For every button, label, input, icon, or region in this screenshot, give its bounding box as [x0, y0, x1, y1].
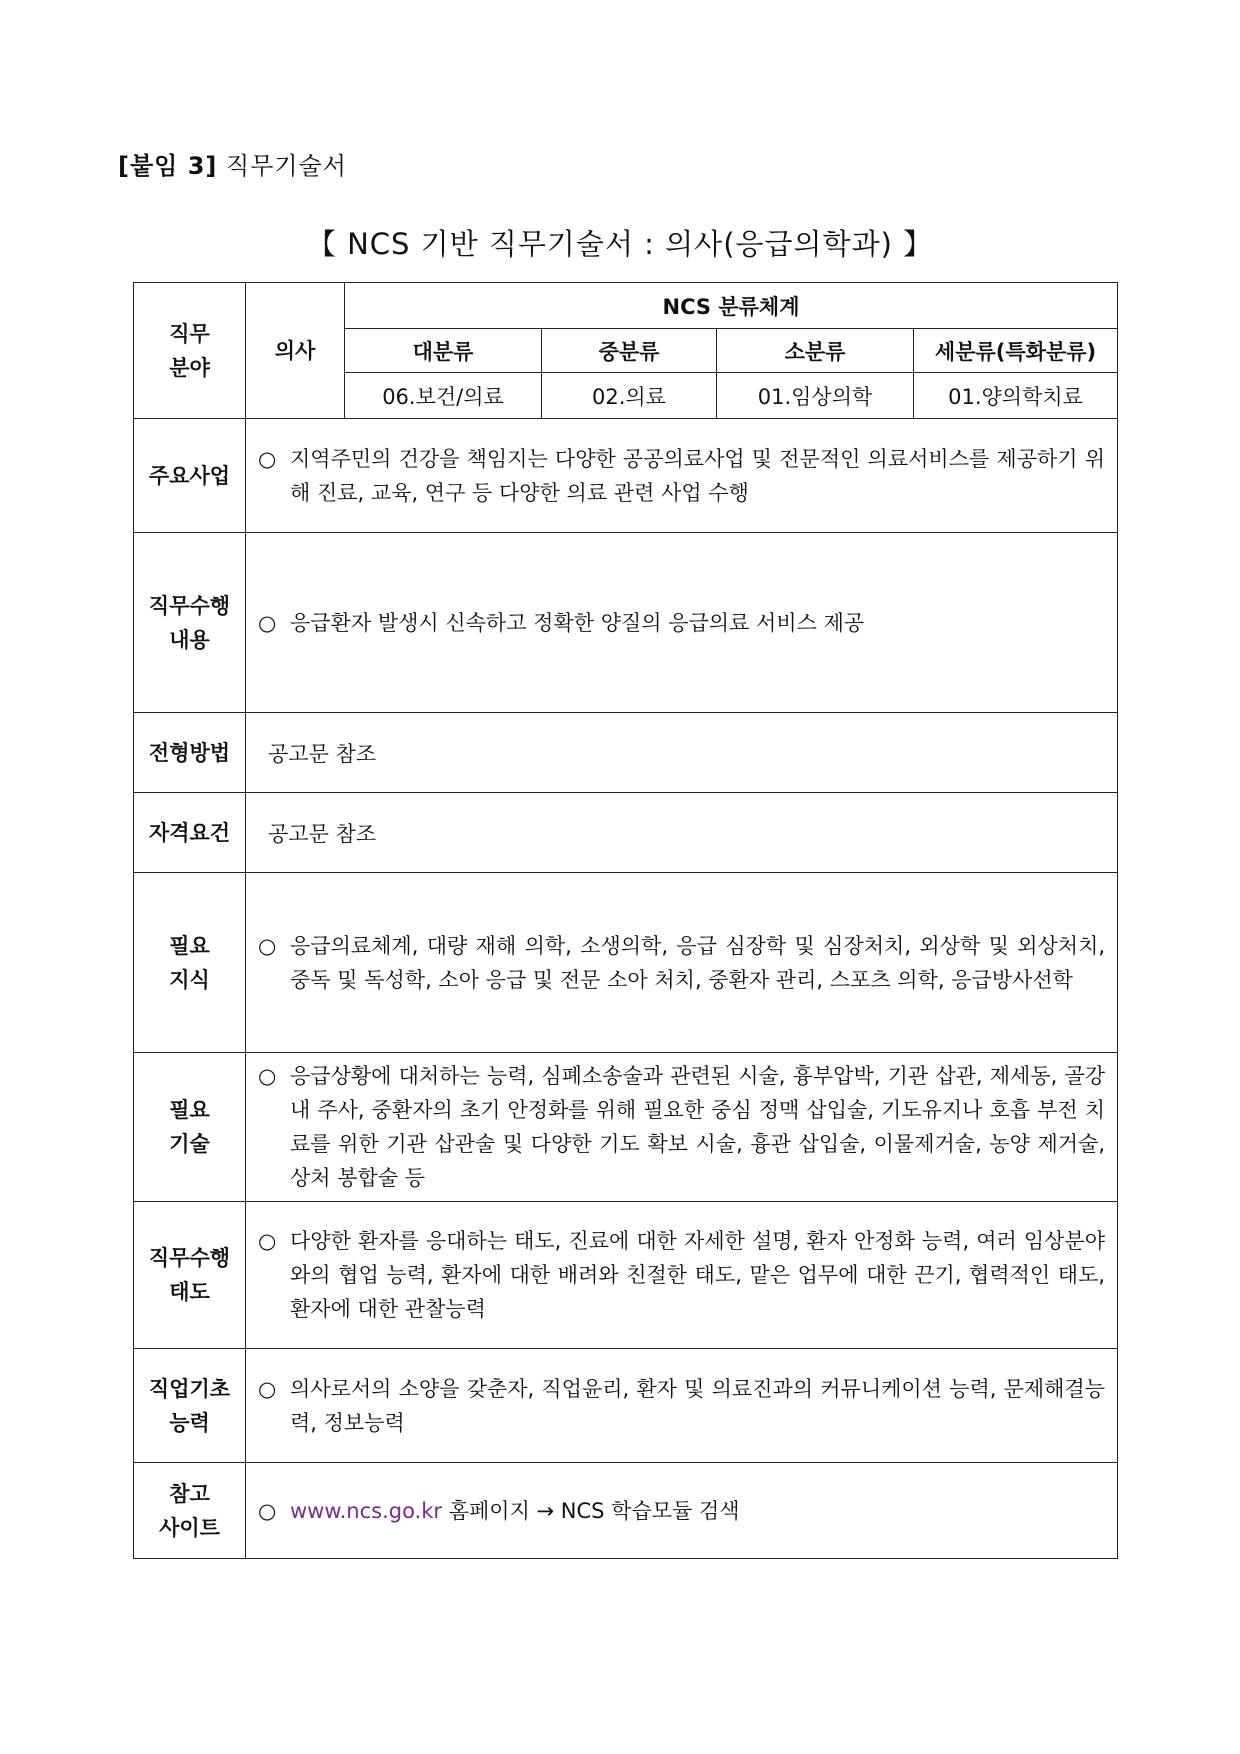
- row-label-reference-site: 참고 사이트: [134, 1463, 246, 1559]
- job-description-table: [133, 282, 1118, 1559]
- attachment-number: [붙임 3]: [118, 152, 218, 180]
- job-attitude-text: 다양한 환자를 응대하는 태도, 진료에 대한 자세한 설명, 환자 안정화 능력, 여러 임상분야와의 협업 능력, 환자에 대한 배려와 친절한 태도, 맡은 업무에 대한 끈기, 협력적인 태도, 환자에 대한 관찰능력: [290, 1229, 1106, 1321]
- table-row: [134, 873, 1118, 1053]
- qualifications-text: 공고문 참조: [246, 793, 1118, 873]
- main-business-text: 지역주민의 건강을 책임지는 다양한 공공의료사업 및 전문적인 의료서비스를 제공하기 위해 진료, 교육, 연구 등 다양한 의료 관련 사업 수행: [290, 446, 1106, 505]
- required-knowledge-text: 응급의료체계, 대량 재해 의학, 소생의학, 응급 심장학 및 심장처치, 외상학 및 외상처치, 중독 및 독성학, 소아 응급 및 전문 소아 처치, 중환자 관리, 스포츠 의학, 응급방사선학: [290, 933, 1106, 992]
- column-detail-category: 세분류(특화분류): [914, 329, 1118, 373]
- value-minor-category: 01.임상의학: [717, 373, 914, 419]
- column-major-category: 대분류: [345, 329, 542, 373]
- row-label-main-business: 주요사업: [134, 419, 246, 533]
- ncs-classification-header: NCS 분류체계: [345, 283, 1118, 329]
- job-duties-text: 응급환자 발생시 신속하고 정확한 양질의 응급의료 서비스 제공: [290, 610, 865, 635]
- bullet-circle: ○: [258, 610, 277, 635]
- row-label-job-attitude: 직무수행 태도: [134, 1202, 246, 1349]
- row-label-qualifications: 자격요건: [134, 793, 246, 873]
- row-label-required-skills: 필요 기술: [134, 1053, 246, 1202]
- row-content-job-duties: [246, 533, 1118, 713]
- table-row: [134, 533, 1118, 713]
- row-content-job-attitude: [246, 1202, 1118, 1349]
- table-row: [134, 1053, 1118, 1202]
- attachment-text: 직무기술서: [226, 152, 347, 180]
- value-major-category: 06.보건/의료: [345, 373, 542, 419]
- row-label-basic-competency: 직업기초 능력: [134, 1349, 246, 1463]
- attachment-label: [118, 146, 347, 181]
- table-row: [134, 1349, 1118, 1463]
- row-content-required-knowledge: [246, 873, 1118, 1053]
- table-row: [134, 1202, 1118, 1349]
- value-detail-category: 01.양의학치료: [914, 373, 1118, 419]
- basic-competency-text: 의사로서의 소양을 갖춘자, 직업윤리, 환자 및 의료진과의 커뮤니케이션 능력, 문제해결능력, 정보능력: [290, 1376, 1106, 1435]
- bullet-circle: ○: [258, 1498, 277, 1523]
- bullet-circle: ○: [258, 446, 277, 471]
- row-content-required-skills: [246, 1053, 1118, 1202]
- job-name: 의사: [246, 283, 345, 419]
- reference-site-text: 홈페이지 → NCS 학습모듈 검색: [442, 1498, 740, 1523]
- table-row: [134, 793, 1118, 873]
- required-skills-text: 응급상황에 대처하는 능력, 심폐소송술과 관련된 시술, 흉부압박, 기관 삽관, 제세동, 골강내 주사, 중환자의 초기 안정화를 위해 필요한 중심 정맥 삽입술, 기도유지나 호흡 부전 치료를 위한 기관 삽관술 및 다양한 기도 확보 시술, 흉관 삽입술, 이물제거술, 농양 제거술, 상처 봉합술 등: [290, 1064, 1106, 1190]
- column-minor-category: 소분류: [717, 329, 914, 373]
- job-field-label: 직무 분야: [134, 283, 246, 419]
- row-label-selection-method: 전형방법: [134, 713, 246, 793]
- bullet-circle: ○: [258, 1376, 277, 1401]
- bullet-circle: ○: [258, 1229, 277, 1253]
- document-title: 【 NCS 기반 직무기술서 : 의사(응급의학과) 】: [306, 227, 934, 261]
- table-row: [134, 713, 1118, 793]
- value-middle-category: 02.의료: [542, 373, 717, 419]
- ncs-website-link[interactable]: www.ncs.go.kr: [290, 1498, 443, 1523]
- row-label-required-knowledge: 필요 지식: [134, 873, 246, 1053]
- row-content-reference-site: [246, 1463, 1118, 1559]
- row-content-basic-competency: [246, 1349, 1118, 1463]
- bullet-circle: ○: [258, 1064, 277, 1088]
- selection-method-text: 공고문 참조: [246, 713, 1118, 793]
- bullet-circle: ○: [258, 933, 277, 958]
- table-row: [134, 419, 1118, 533]
- row-content-main-business: [246, 419, 1118, 533]
- row-label-job-duties: 직무수행 내용: [134, 533, 246, 713]
- table-row: [134, 1463, 1118, 1559]
- column-middle-category: 중분류: [542, 329, 717, 373]
